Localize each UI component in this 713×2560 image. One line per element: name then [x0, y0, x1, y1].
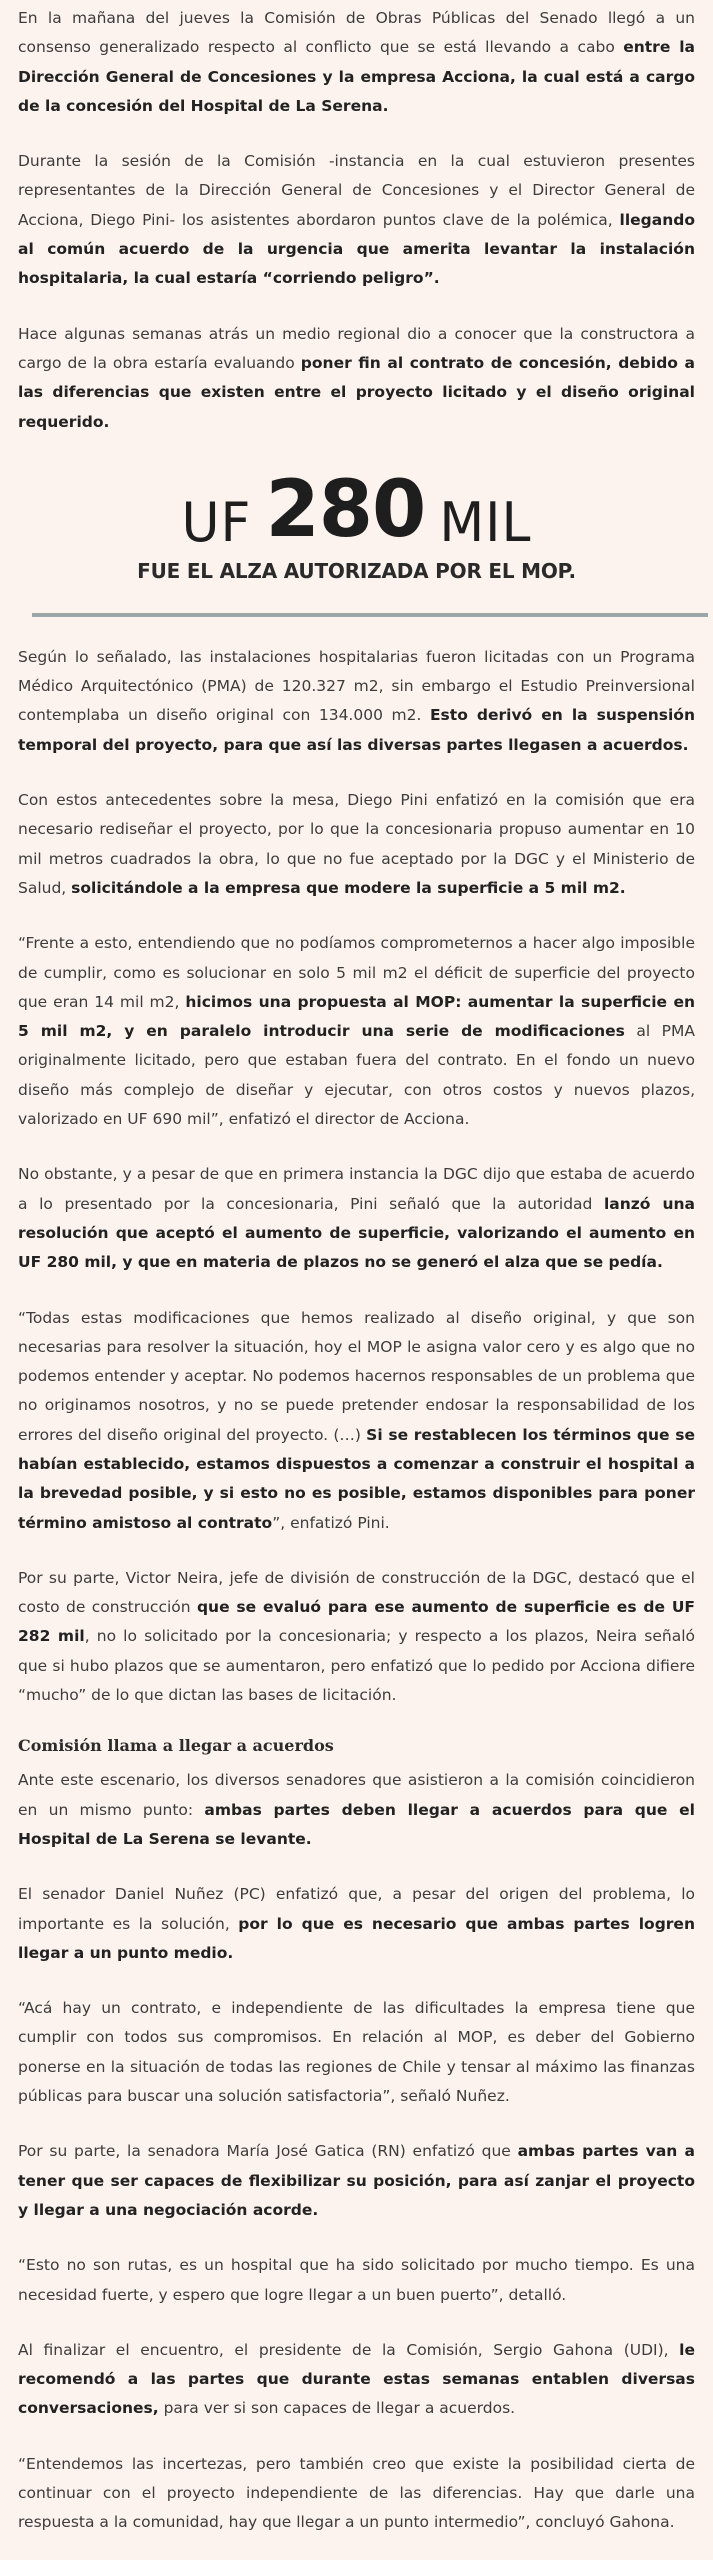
- paragraph-text: , no lo solicitado por la concesionaria; y respecto a los plazos, Neira señaló que si hubo plazos que se aumentaron, pero enfatizó que lo pedido por Acciona difiere “mucho” de lo que dictan las bases de licitación.: [18, 1627, 695, 1705]
- paragraph: [18, 2137, 695, 2225]
- paragraph-text: No obstante, y a pesar de que en primera instancia la DGC dijo que estaba de acuerdo a lo presentado por la concesionaria, Pini señaló que la autoridad: [18, 1165, 695, 1213]
- paragraph-text: “Todas estas modificaciones que hemos realizado al diseño original, y que son necesarias para resolver la situación, hoy el MOP le asigna valor cero y es algo que no podemos entender y aceptar. No podemos hacernos responsables de un problema que no originamos nosotros, y no se puede pretender endosar la responsabilidad de los errores del diseño original del proyecto. (…): [18, 1308, 695, 1444]
- paragraph-text: para ver si son capaces de llegar a acuerdos.: [158, 2399, 516, 2418]
- paragraph: [18, 929, 695, 1134]
- paragraph: [18, 147, 695, 293]
- paragraph-text: Ante este escenario, los diversos senadores que asistieron a la comisión coincidieron en un mismo punto:: [18, 1771, 695, 1819]
- paragraph-text: Durante la sesión de la Comisión -instancia en la cual estuvieron presentes representantes de la Dirección General de Concesiones y el Director General de Acciona, Diego Pini- los asistentes abordaron puntos clave de la polémica,: [18, 152, 695, 229]
- bold-text: hicimos una propuesta al MOP: aumentar la superficie en 5 mil m2, y en paralelo introducir una serie de modificaciones: [18, 992, 696, 1041]
- highlight-value: 280: [265, 464, 426, 555]
- section-subheading: Comisión llama a llegar a acuerdos: [18, 1736, 334, 1756]
- paragraph: [18, 2450, 695, 2538]
- paragraph-text: “Acá hay un contrato, e independiente de las dificultades la empresa tiene que cumplir con todos sus compromisos. En relación al MOP, es deber del Gobierno ponerse en la situación de todas las regiones de Chile y tensar al máximo las finanzas públicas para buscar una solución satisfactoria”, señaló Nuñez.: [18, 1999, 695, 2106]
- bold-text: le recomendó a las partes que durante estas semanas entablen diversas conversaciones,: [18, 2340, 695, 2418]
- bold-text: solicitándole a la empresa que modere la superficie a 5 mil m2.: [71, 878, 626, 897]
- paragraph: [18, 1304, 695, 1538]
- paragraph: [18, 643, 695, 760]
- bold-text: ambas partes van a tener que ser capaces de flexibilizar su posición, para así zanjar el proyecto y llegar a una negociación acorde.: [18, 2142, 696, 2219]
- paragraph: [18, 786, 695, 903]
- bold-text: que se evaluó para ese aumento de superficie es de UF 282 mil: [18, 1598, 695, 1646]
- section-divider: [32, 613, 708, 617]
- highlight-caption: FUE EL ALZA AUTORIZADA POR EL MOP.: [137, 558, 576, 583]
- paragraph: [18, 1766, 695, 1854]
- bold-text: Si se restablecen los términos que se habían establecido, estamos dispuestos a comenzar a construir el hospital a la brevedad posible, y si esto no es posible, estamos disponibles para poner término amistoso al contrato: [18, 1425, 695, 1532]
- bold-text: por lo que es necesario que ambas partes logren llegar a un punto medio.: [18, 1914, 695, 1962]
- paragraph-text: “Entendemos las incertezas, pero también creo que existe la posibilidad cierta de continuar con el proyecto independiente de las diferencias. Hay que darle una respuesta a la comunidad, hay que llegar a un punto intermedio”, concluyó Gahona.: [18, 2454, 695, 2532]
- bold-text: ambas partes deben llegar a acuerdos para que el Hospital de La Serena se levante.: [18, 1800, 695, 1848]
- paragraph-text: El senador Daniel Nuñez (PC) enfatizó que, a pesar del origen del problema, lo importante es la solución,: [18, 1885, 695, 1933]
- bold-text: poner fin al contrato de concesión, debido a las diferencias que existen entre el proyecto licitado y el diseño original requerido.: [18, 353, 695, 431]
- paragraph-text: ”, enfatizó Pini.: [272, 1513, 390, 1532]
- bold-text: lanzó una resolución que aceptó el aumento de superficie, valorizando el aumento en UF 280 mil, y que en materia de plazos no se generó el alza que se pedía.: [18, 1194, 696, 1272]
- bold-text: entre la Dirección General de Concesiones y la empresa Acciona, la cual está a cargo de la concesión del Hospital de La Serena.: [18, 38, 695, 115]
- highlight-callout: [18, 463, 695, 583]
- paragraph-text: Con estos antecedentes sobre la mesa, Diego Pini enfatizó en la comisión que era necesario rediseñar el proyecto, por lo que la concesionaria propuso aumentar en 10 mil metros cuadrados la obra, lo que no fue aceptado por la DGC y el Ministerio de Salud,: [18, 791, 695, 897]
- paragraph: [18, 1994, 695, 2111]
- body-section: [18, 643, 695, 1711]
- bold-text: llegando al común acuerdo de la urgencia que amerita levantar la instalación hospitalaria, la cual estaría “corriendo peligro”.: [18, 210, 695, 288]
- highlight-figure: [18, 463, 695, 555]
- paragraph: [18, 4, 695, 121]
- paragraph: [18, 2336, 695, 2424]
- paragraph-text: Al finalizar el encuentro, el presidente de la Comisión, Sergio Gahona (UDI),: [18, 2340, 680, 2359]
- intro-section: [18, 4, 695, 437]
- paragraph: [18, 1160, 695, 1277]
- bold-text: Esto derivó en la suspensión temporal del proyecto, para que así las diversas partes llegasen a acuerdos.: [18, 706, 695, 754]
- paragraph-text: Según lo señalado, las instalaciones hospitalarias fueron licitadas con un Programa Médico Arquitectónico (PMA) de 120.327 m2, sin embargo el Estudio Preinversional contemplaba un diseño original con 134.000 m2.: [18, 647, 695, 725]
- highlight-prefix: UF: [181, 491, 252, 555]
- paragraph: [18, 2251, 695, 2310]
- paragraph-text: “Frente a esto, entendiendo que no podíamos comprometernos a hacer algo imposible de cumplir, como es solucionar en solo 5 mil m2 el déficit de superficie del proyecto que eran 14 mil m2,: [18, 934, 695, 1011]
- paragraph: [18, 320, 695, 437]
- paragraph-text: Por su parte, Victor Neira, jefe de división de construcción de la DGC, destacó que el costo de construcción: [18, 1568, 695, 1617]
- paragraph-text: Hace algunas semanas atrás un medio regional dio a conocer que la constructora a cargo de la obra estaría evaluando: [18, 324, 695, 372]
- paragraph: [18, 1564, 695, 1710]
- highlight-suffix: MIL: [439, 491, 532, 555]
- paragraph-text: Por su parte, la senadora María José Gatica (RN) enfatizó que: [18, 2142, 518, 2161]
- paragraph-text: al PMA originalmente licitado, pero que estaban fuera del contrato. En el fondo un nuevo diseño más complejo de diseñar y ejecutar, con otros costos y nuevos plazos, valorizado en UF 690 mil”, enfatizó el director de Acciona.: [18, 1022, 695, 1129]
- paragraph: [18, 1880, 695, 1968]
- closing-section: [18, 1766, 695, 2537]
- paragraph-text: En la mañana del jueves la Comisión de Obras Públicas del Senado llegó a un consenso generalizado respecto al conflicto que se está llevando a cabo: [18, 9, 695, 57]
- paragraph-text: “Esto no son rutas, es un hospital que ha sido solicitado por mucho tiempo. Es una necesidad fuerte, y espero que logre llegar a un buen puerto”, detalló.: [18, 2256, 695, 2304]
